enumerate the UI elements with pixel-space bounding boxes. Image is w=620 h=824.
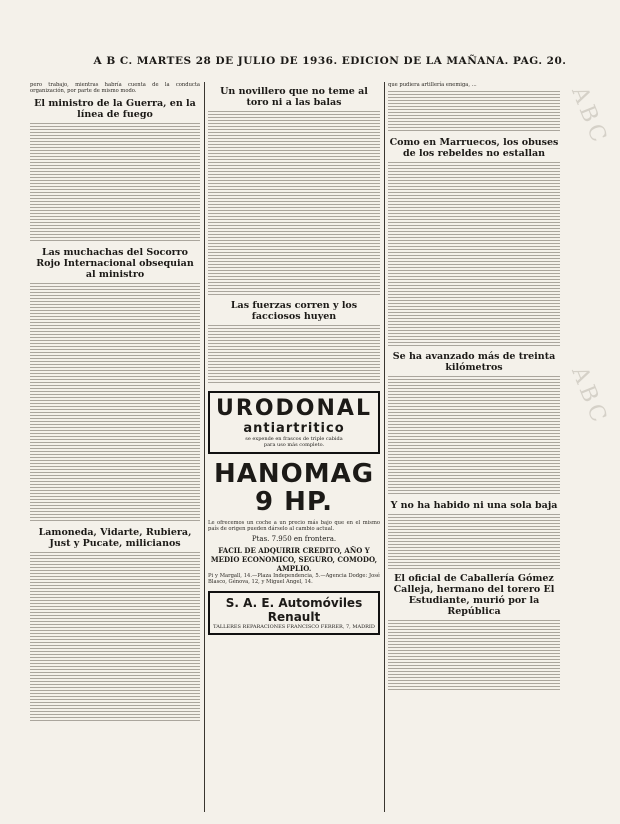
ad-title: S. A. E. Automóviles Renault: [225, 596, 363, 625]
headline: Como en Marruecos, los obuses de los rebeldes no estallan: [389, 137, 559, 160]
ad-price: Ptas. 7.950 en frontera.: [251, 535, 337, 544]
headline: Lamoneda, Vidarte, Rubiera, Just y Pucate, milicianos: [38, 527, 192, 550]
article-body: [388, 376, 560, 496]
article-body: [208, 325, 380, 385]
urodonal-ad: [208, 391, 380, 454]
column-2: [208, 82, 380, 635]
column-rule: [204, 82, 205, 812]
headline: El ministro de la Guerra, en la línea de fuego: [34, 98, 196, 121]
hanomag-ad-title: HANOMAG 9 HP.: [213, 459, 375, 517]
ad-caps: FACIL DE ADQUIRIR CREDITO, AÑO Y MEDIO ECONOMICO, SEGURO, COMODO, AMPLIO.: [210, 546, 378, 574]
article-body: [30, 123, 200, 243]
article-body: [388, 514, 560, 569]
article-text: que pudiera artillería enemiga, ...: [388, 82, 477, 88]
masthead: A B C. MARTES 28 DE JULIO DE 1936. EDICION DE LA MAÑANA. PAG. 20.: [93, 55, 567, 67]
column-rule: [384, 82, 385, 812]
column-1: [30, 82, 200, 724]
headline: Un novillero que no teme al toro ni a las balas: [220, 86, 368, 108]
ad-subtitle: TALLERES REPARACIONES FRANCISCO FERRER, 7, MADRID: [213, 624, 375, 631]
column-3: [388, 82, 560, 692]
ad-text: Le ofrecemos un coche a un precio más bajo que en el mismo país de origen pueden dárselo al cambio actual.: [208, 520, 380, 533]
article-body: [30, 283, 200, 523]
ad-note: se expende en frascos de triple cabida: [245, 436, 343, 442]
watermark: ABC: [565, 363, 612, 430]
headline: Las muchachas del Socorro Rojo Internacional obsequian al ministro: [36, 247, 194, 281]
ad-title: URODONAL: [216, 396, 372, 421]
article-body: [208, 111, 380, 296]
ad-subtitle: antiartritico: [243, 421, 345, 436]
article-body: [388, 162, 560, 347]
article-body: [388, 91, 560, 133]
headline: Y no ha habido ni una sola baja: [390, 500, 558, 512]
renault-ad: [208, 591, 380, 635]
article-text: pero trabajo, mientras habría cuenta de la conducta organización, por parte de mismo modo.: [30, 82, 200, 95]
ad-address: Pi y Margall, 14.—Plaza Independencia, 5.—Agencia Dodge: José Blasco, Génova, 12, y Miguel Angel, 14.: [208, 573, 380, 586]
headline: El oficial de Caballería Gómez Calleja, hermano del torero El Estudiante, murió por la República: [393, 573, 555, 618]
article-body: [388, 620, 560, 690]
headline: Las fuerzas corren y los facciosos huyen: [230, 300, 358, 322]
watermark: ABC: [565, 83, 612, 150]
article-body: [30, 552, 200, 722]
headline: Se ha avanzado más de treinta kilómetros: [392, 351, 556, 374]
ad-note: para uso más completo.: [263, 442, 325, 448]
